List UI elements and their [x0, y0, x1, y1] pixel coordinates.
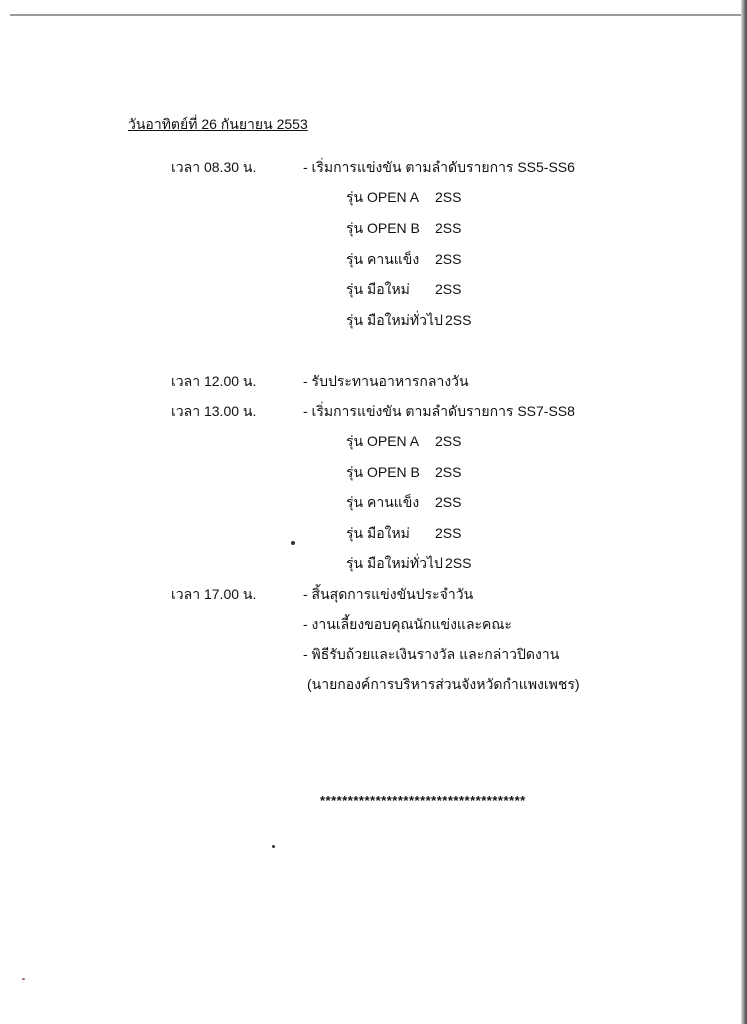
class-value: 2SS: [435, 189, 462, 205]
agenda-item: - เริ่มการแข่งขัน ตามลำดับรายการ SS7-SS8: [303, 403, 575, 419]
footer-asterisks: *************************************: [320, 793, 526, 808]
class-name: รุ่น OPEN A: [346, 189, 420, 205]
class-value: 2SS: [435, 281, 462, 297]
agenda-item: - รับประทานอาหารกลางวัน: [303, 373, 469, 389]
class-value: 2SS: [435, 220, 462, 236]
scan-speck: [22, 978, 25, 980]
time-label: เวลา 17.00 น.: [171, 586, 257, 602]
agenda-item: - พิธีรับถ้วยและเงินรางวัล และกล่าวปิดงาน: [303, 646, 560, 662]
class-value: 2SS: [435, 494, 462, 510]
class-name: รุ่น มือใหม่ทั่วไป: [346, 312, 443, 328]
time-label: เวลา 12.00 น.: [171, 373, 257, 389]
class-value: 2SS: [435, 464, 462, 480]
class-name: รุ่น มือใหม่: [346, 525, 410, 541]
scan-edge-top: [10, 14, 747, 16]
class-value: 2SS: [445, 555, 472, 571]
class-value: 2SS: [435, 525, 462, 541]
agenda-item: - งานเลี้ยงขอบคุณนักแข่งและคณะ: [303, 616, 512, 632]
class-value: 2SS: [435, 251, 462, 267]
class-name: รุ่น OPEN B: [346, 220, 420, 236]
class-name: รุ่น OPEN B: [346, 464, 420, 480]
class-value: 2SS: [435, 433, 462, 449]
date-heading: วันอาทิตย์ที่ 26 กันยายน 2553: [128, 116, 308, 132]
class-name: รุ่น คานแข็ง: [346, 494, 420, 510]
class-name: รุ่น มือใหม่ทั่วไป: [346, 555, 443, 571]
class-value: 2SS: [445, 312, 472, 328]
scan-speck: [272, 845, 275, 848]
time-label: เวลา 08.30 น.: [171, 159, 257, 175]
class-name: รุ่น มือใหม่: [346, 281, 410, 297]
time-label: เวลา 13.00 น.: [171, 403, 257, 419]
agenda-item: - สิ้นสุดการแข่งขันประจำวัน: [303, 586, 474, 602]
agenda-item: (นายกองค์การบริหารส่วนจังหวัดกำแพงเพชร): [307, 676, 580, 692]
scan-edge-right: [741, 0, 747, 1024]
class-name: รุ่น OPEN A: [346, 433, 420, 449]
scan-speck: [291, 541, 295, 545]
agenda-item: - เริ่มการแข่งขัน ตามลำดับรายการ SS5-SS6: [303, 159, 575, 175]
class-name: รุ่น คานแข็ง: [346, 251, 420, 267]
